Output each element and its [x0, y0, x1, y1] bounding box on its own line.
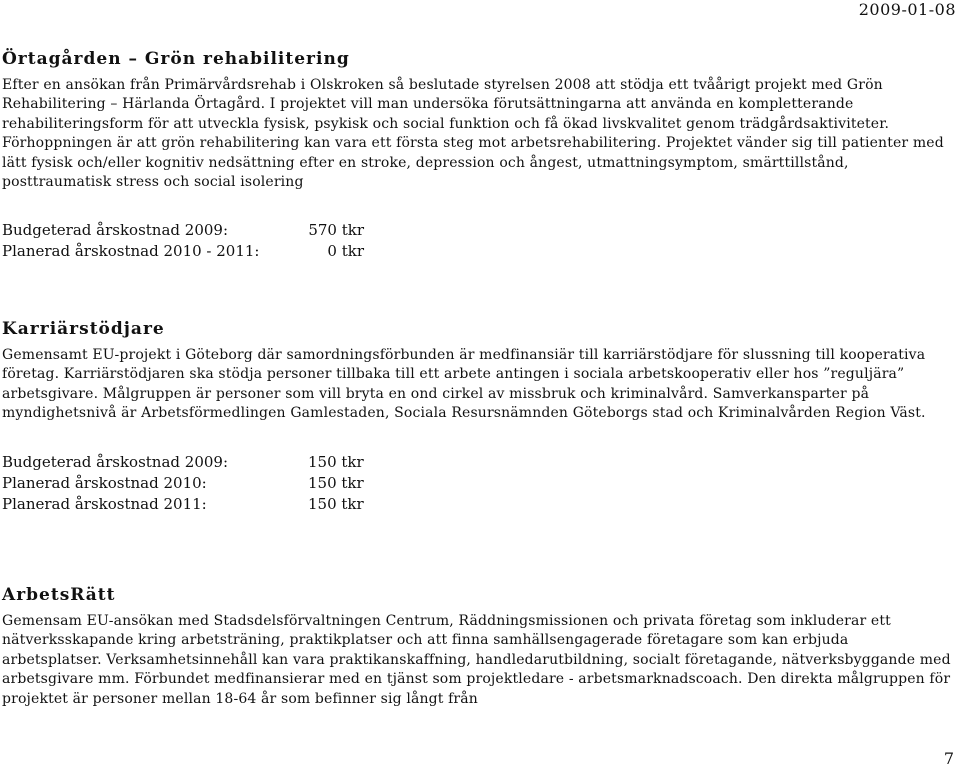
cost-value: 150 tkr [308, 452, 364, 471]
cost-label: Budgeterad årskostnad 2009: [2, 452, 229, 471]
cost-label: Planerad årskostnad 2010 - 2011: [2, 242, 260, 261]
cost-row [2, 452, 952, 473]
cost-row [2, 494, 952, 515]
cost-label: Planerad årskostnad 2010: [2, 473, 207, 492]
section-ortagarden [2, 48, 952, 262]
document-date: 2009-01-08 [858, 0, 956, 19]
section-heading: Örtagården – Grön rehabilitering [2, 49, 350, 69]
cost-value: 570 tkr [308, 221, 364, 240]
page-number: 7 [943, 749, 954, 768]
cost-table [2, 220, 952, 262]
section-body: Gemensamt EU-projekt i Göteborg där samordningsförbunden är medfinansiär till karriärstödjare för slussning till kooperativa företag. Karriärstödjaren ska stödja personer tillbaka till ett arbete antingen i sociala arbetskooperativ eller hos ”reguljära” arbetsgivare. Målgruppen är personer som vill bryta en ond cirkel av missbruk och kriminalvård. Samverkansparter på myndighetsnivå är Arbetsförmedlingen Gamlestaden, Sociala Resursnämnden Göteborgs stad och Kriminalvården Region Väst. [2, 347, 926, 422]
cost-row [2, 220, 952, 241]
cost-label: Budgeterad årskostnad 2009: [2, 221, 229, 240]
section-heading: Karriärstödjare [2, 319, 165, 339]
section-karriarstodjare [2, 318, 952, 515]
section-body: Efter en ansökan från Primärvårdsrehab i Olskroken så beslutade styrelsen 2008 att stödja ett tvåårigt projekt med Grön Rehabilitering – Härlanda Örtagård. I projektet vill man undersöka förutsättningarna att använda en kompletterande rehabiliteringsform för att utveckla fysisk, psykisk och social funktion och få ökad livskvalitet genom trädgårdsaktiviteter. Förhoppningen är att grön rehabilitering kan vara ett första steg mot arbetsrehabilitering. Projektet vänder sig till patienter med lätt fysisk och/eller kognitiv nedsättning efter en stroke, depression och ångest, utmattningsymptom, smärttillstånd, posttraumatisk stress och social isolering [2, 77, 944, 191]
cost-row [2, 241, 952, 262]
cost-value: 0 tkr [327, 242, 364, 261]
cost-row [2, 473, 952, 494]
section-arbetsratt [2, 584, 952, 709]
cost-label: Planerad årskostnad 2011: [2, 494, 207, 513]
cost-value: 150 tkr [308, 473, 364, 492]
cost-value: 150 tkr [308, 494, 364, 513]
section-heading: ArbetsRätt [2, 585, 116, 605]
section-body: Gemensam EU-ansökan med Stadsdelsförvaltningen Centrum, Räddningsmissionen och privata företag som inkluderar ett nätverksskapande kring arbetsträning, praktikplatser och att finna samhällsengagerade företagare som kan erbjuda arbetsplatser. Verksamhetsinnehåll kan vara praktikanskaffning, handledarutbildning, socialt företagande, nätverksbyggande med arbetsgivare mm. Förbundet medfinansierar med en tjänst som projektledare - arbetsmarknadscoach. Den direkta målgruppen för projektet är personer mellan 18-64 år som befinner sig långt från [2, 613, 951, 707]
cost-table [2, 452, 952, 515]
